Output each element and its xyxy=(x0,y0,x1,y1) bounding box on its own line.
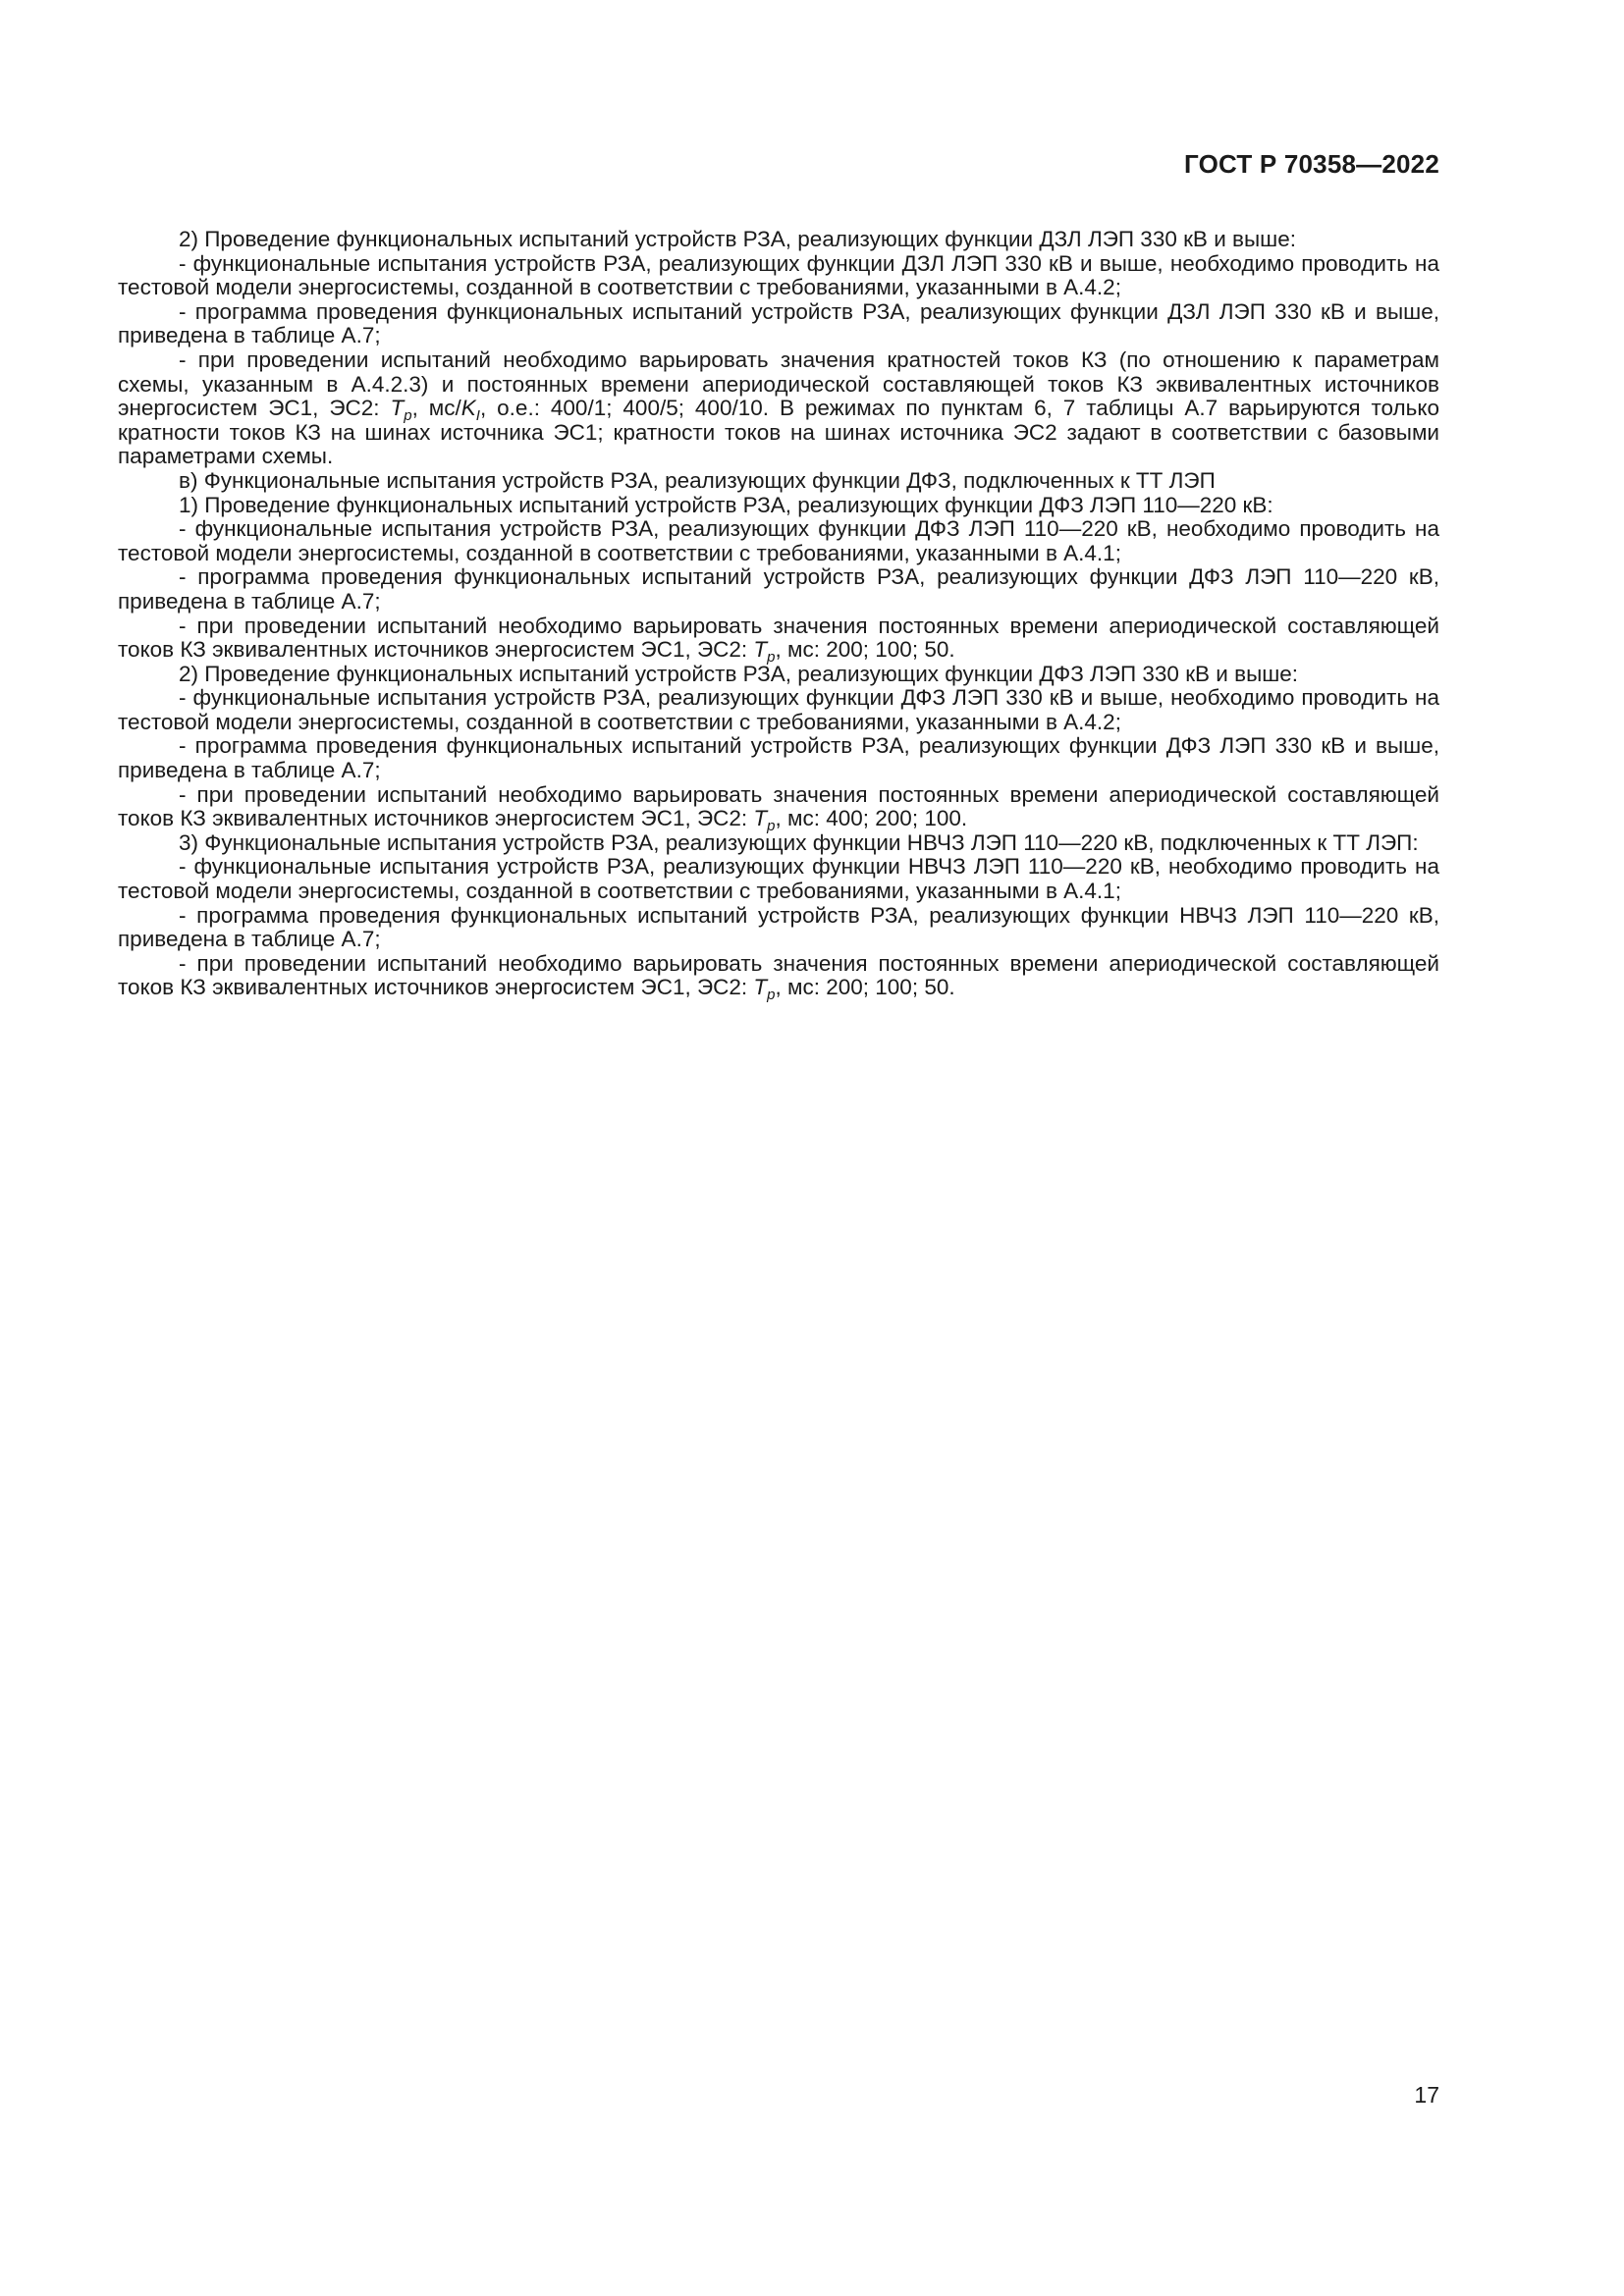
paragraph: - функциональные испытания устройств РЗА, реализующих функции ДФЗ ЛЭП 110—220 кВ, необходимо проводить на тестовой модели энергосистемы, созданной в соответствии с требованиями, указанными в А.4.1; xyxy=(118,516,1439,565)
paragraph: - программа проведения функциональных испытаний устройств РЗА, реализующих функции ДФЗ ЛЭП 110—220 кВ, приведена в таблице А.7; xyxy=(118,564,1439,614)
paragraph xyxy=(118,781,1439,835)
subscript: p xyxy=(767,987,776,1004)
paragraph-text: , мс: 200; 100; 50. xyxy=(775,975,955,1000)
symbol-time-constant: T xyxy=(753,806,768,831)
paragraph: - функциональные испытания устройств РЗА, реализующих функции НВЧЗ ЛЭП 110—220 кВ, необходимо проводить на тестовой модели энергосистемы, созданной в соответствии с требованиями, указанными в А.4.1; xyxy=(118,854,1439,904)
subscript: p xyxy=(767,649,776,667)
paragraph-text: - при проведении испытаний необходимо варьировать значения постоянных времени апериодической составляющей токов КЗ эквивалентных источников энергосистем ЭС1, ЭС2: xyxy=(118,950,1439,1000)
symbol-time-constant: T xyxy=(753,975,768,1000)
paragraph-text: - при проведении испытаний необходимо варьировать значения постоянных времени апериодической составляющей токов КЗ эквивалентных источников энергосистем ЭС1, ЭС2: xyxy=(118,781,1439,831)
paragraph: 2) Проведение функциональных испытаний устройств РЗА, реализующих функции ДФЗ ЛЭП 330 кВ и выше: xyxy=(179,661,1299,686)
paragraph: в) Функциональные испытания устройств РЗА, реализующих функции ДФЗ, подключенных к ТТ ЛЭП xyxy=(179,467,1216,493)
paragraph: - функциональные испытания устройств РЗА, реализующих функции ДЗЛ ЛЭП 330 кВ и выше, необходимо проводить на тестовой модели энергосистемы, созданной в соответствии с требованиями, указанными в А.4.2; xyxy=(118,250,1439,300)
paragraph: 3) Функциональные испытания устройств РЗА, реализующих функции НВЧЗ ЛЭП 110—220 кВ, подключенных к ТТ ЛЭП: xyxy=(179,829,1419,855)
symbol-time-constant: T xyxy=(753,637,768,663)
paragraph: - программа проведения функциональных испытаний устройств РЗА, реализующих функции ДФЗ ЛЭП 330 кВ и выше, приведена в таблице А.7; xyxy=(118,733,1439,783)
paragraph-text: , мс: 200; 100; 50. xyxy=(775,637,955,663)
paragraph: 1) Проведение функциональных испытаний устройств РЗА, реализующих функции ДФЗ ЛЭП 110—220 кВ: xyxy=(179,492,1273,517)
subscript: I xyxy=(475,407,480,425)
page-number: 17 xyxy=(1414,2082,1439,2108)
paragraph: - программа проведения функциональных испытаний устройств РЗА, реализующих функции ДЗЛ ЛЭП 330 кВ и выше, приведена в таблице А.7; xyxy=(118,298,1439,348)
paragraph-text: - при проведении испытаний необходимо варьировать значения кратностей токов КЗ (по отношению к параметрам схемы, указанным в А.4.2.3) и постоянных времени апериодической составляющей токов КЗ эквивалентных источников энергосистем ЭС1, ЭС2: xyxy=(118,347,1439,421)
document-code-header: ГОСТ Р 70358—2022 xyxy=(1184,149,1439,179)
document-body xyxy=(118,227,1440,1004)
paragraph-text: , мс/ xyxy=(411,396,461,421)
paragraph xyxy=(118,950,1439,1004)
paragraph: - программа проведения функциональных испытаний устройств РЗА, реализующих функции НВЧЗ ЛЭП 110—220 кВ, приведена в таблице А.7; xyxy=(118,902,1439,952)
paragraph-text: - при проведении испытаний необходимо варьировать значения постоянных времени апериодической составляющей токов КЗ эквивалентных источников энергосистем ЭС1, ЭС2: xyxy=(118,613,1439,663)
subscript: p xyxy=(404,407,412,425)
paragraph: - функциональные испытания устройств РЗА, реализующих функции ДФЗ ЛЭП 330 кВ и выше, необходимо проводить на тестовой модели энергосистемы, созданной в соответствии с требованиями, указанными в А.4.2; xyxy=(118,685,1439,734)
paragraph: 2) Проведение функциональных испытаний устройств РЗА, реализующих функции ДЗЛ ЛЭП 330 кВ и выше: xyxy=(179,227,1296,251)
paragraph-text: , о.е.: 400/1; 400/5; 400/10. В режимах по пунктам 6, 7 таблицы А.7 варьируются только кратности токов КЗ на шинах источника ЭС1; кратности токов на шинах источника ЭС2 задают в соответствии с базовыми параметрами схемы. xyxy=(118,396,1440,469)
paragraph xyxy=(118,613,1439,667)
subscript: p xyxy=(767,818,776,835)
symbol-time-constant: T xyxy=(390,396,405,421)
symbol-multiplicity: K xyxy=(460,396,476,421)
paragraph xyxy=(118,348,1439,469)
paragraph-text: , мс: 400; 200; 100. xyxy=(775,806,968,831)
